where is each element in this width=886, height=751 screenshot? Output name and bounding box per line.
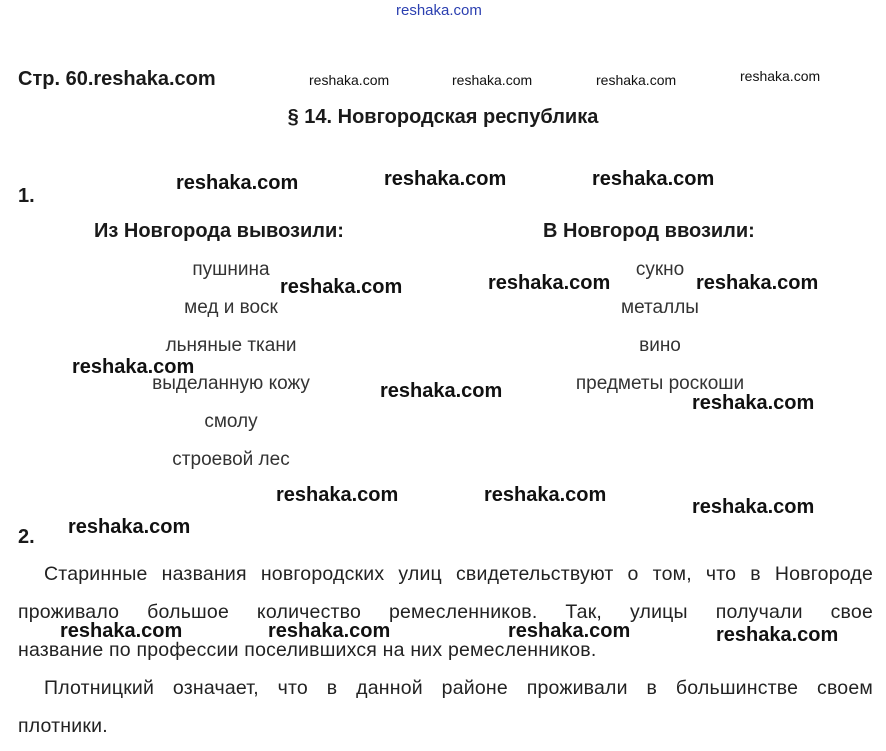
watermark: reshaka.com (740, 68, 821, 84)
watermark: reshaka.com (508, 620, 631, 642)
task-1-number: 1. (18, 185, 35, 207)
page-title: § 14. Новгородская республика (287, 106, 599, 128)
import-item: предметы роскоши (575, 373, 745, 394)
watermark: reshaka.com (280, 276, 403, 298)
page-label (18, 68, 216, 91)
paragraph-line: проживало большое количество ремесленников. Так, улицы получали свое (18, 601, 873, 623)
paragraph-line: Плотницкий означает, что в данной районе проживали в большинстве своем (44, 677, 873, 699)
paragraph-line: плотники. (18, 715, 108, 737)
import-item: сукно (635, 259, 685, 280)
export-item: строевой лес (172, 449, 290, 470)
export-item: льняные ткани (165, 335, 297, 356)
watermark: reshaka.com (60, 620, 183, 642)
watermark: reshaka.com (384, 168, 507, 190)
watermark-top: reshaka.com (396, 2, 482, 19)
import-heading: В Новгород ввозили: (543, 220, 755, 242)
watermark: reshaka.com (380, 380, 503, 402)
watermark: reshaka.com (176, 172, 299, 194)
export-heading: Из Новгорода вывозили: (94, 220, 344, 242)
watermark: reshaka.com (268, 620, 391, 642)
watermark: reshaka.com (452, 72, 533, 88)
paragraph-line: Старинные названия новгородских улиц свидетельствуют о том, что в Новгороде (44, 563, 873, 585)
watermark: reshaka.com (696, 272, 819, 294)
watermark: reshaka.com (72, 356, 195, 378)
watermark: reshaka.com (692, 392, 815, 414)
watermark: reshaka.com (484, 484, 607, 506)
page-number: Стр. 60. (18, 68, 94, 90)
paragraph-line: название по профессии поселившихся на них ремесленников. (18, 639, 597, 661)
watermark: reshaka.com (692, 496, 815, 518)
watermark: reshaka.com (596, 72, 677, 88)
watermark: reshaka.com (93, 68, 216, 90)
watermark: reshaka.com (592, 168, 715, 190)
watermark: reshaka.com (488, 272, 611, 294)
import-item: вино (639, 335, 681, 356)
watermark: reshaka.com (68, 516, 191, 538)
task-2-number: 2. (18, 526, 35, 548)
export-item: выделанную кожу (152, 373, 310, 394)
export-item: смолу (204, 411, 258, 432)
export-item: мед и воск (184, 297, 278, 318)
watermark: reshaka.com (716, 624, 839, 646)
watermark: reshaka.com (309, 72, 390, 88)
import-item: металлы (621, 297, 699, 318)
export-item: пушнина (192, 259, 270, 280)
watermark: reshaka.com (276, 484, 399, 506)
